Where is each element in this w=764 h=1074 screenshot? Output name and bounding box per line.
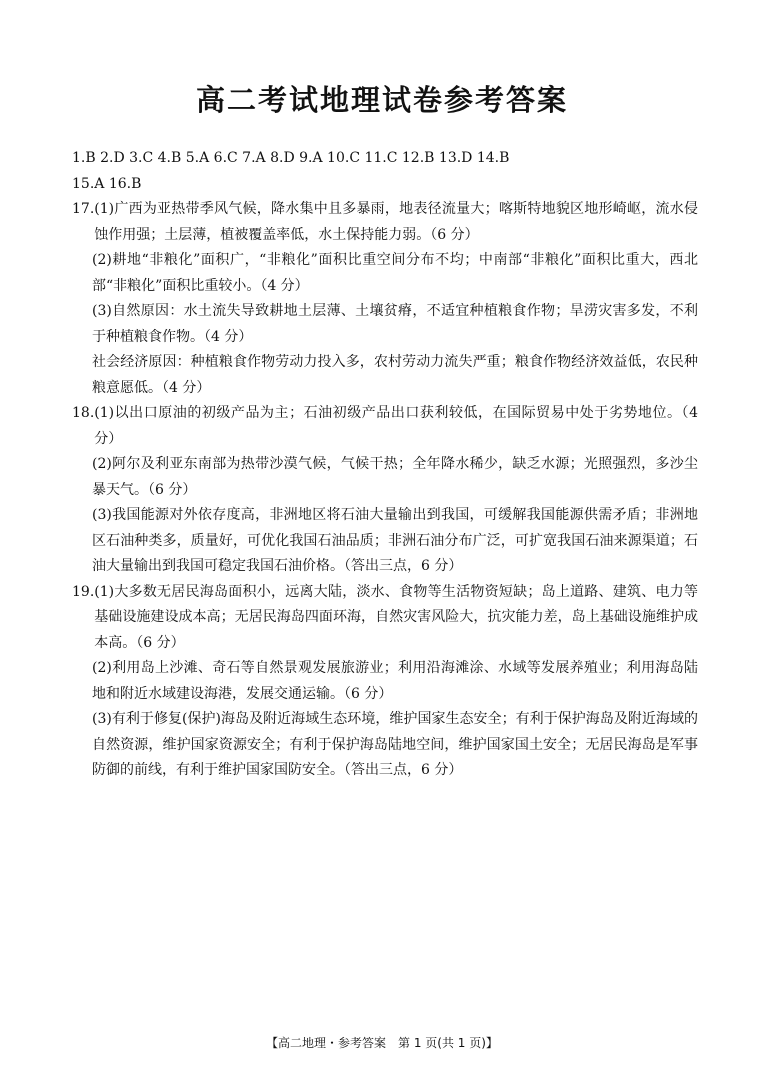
page-title: 高二考试地理试卷参考答案 bbox=[195, 83, 568, 117]
page-footer: 【高二地理・参考答案 第 1 页(共 1 页)】 bbox=[266, 1036, 498, 1050]
question-number: 17. bbox=[72, 201, 95, 217]
question-18-part-2: (2)阿尔及利亚东南部为热带沙漠气候，气候干热；全年降水稀少，缺乏水源；光照强烈，多沙尘暴天气。（6 分） bbox=[92, 456, 698, 498]
question-18-part-3: (3)我国能源对外依存度高，非洲地区将石油大量输出到我国，可缓解我国能源供需矛盾；非洲地区石油种类多，质量好，可优化我国石油品质；非洲石油分布广泛，可扩宽我国石油来源渠道；石油大量输出到我国可稳定我国石油价格。（答出三点，6 分） bbox=[92, 507, 698, 574]
question-number: 18. bbox=[72, 405, 95, 421]
question-18 bbox=[72, 401, 698, 580]
question-19 bbox=[72, 580, 698, 784]
question-19-part-3: (3)有利于修复(保护)海岛及附近海域生态环境，维护国家生态安全；有利于保护海岛及附近海域的自然资源，维护国家资源安全；有利于保护海岛陆地空间，维护国家国土安全；无居民海岛是军事防御的前线，有利于维护国家国防安全。（答出三点，6 分） bbox=[92, 711, 698, 778]
answer-content bbox=[72, 146, 698, 784]
question-17-part-2: (2)耕地“非粮化”面积广，“非粮化”面积比重空间分布不均；中南部“非粮化”面积比重大，西北部“非粮化”面积比重较小。（4 分） bbox=[92, 252, 698, 294]
question-17 bbox=[72, 197, 698, 401]
question-18-part-1: (1)以出口原油的初级产品为主；石油初级产品出口获利较低，在国际贸易中处于劣势地位。（4 分） bbox=[94, 405, 698, 447]
question-17-part-4: 社会经济原因：种植粮食作物劳动力投入多，农村劳动力流失严重；粮食作物经济效益低，农民种粮意愿低。（4 分） bbox=[92, 354, 698, 396]
question-number: 19. bbox=[72, 583, 95, 600]
multiple-choice-answers-line1: 1.B 2.D 3.C 4.B 5.A 6.C 7.A 8.D 9.A 10.C 11.C 12.B 13.D 14.B bbox=[72, 150, 510, 166]
question-17-part-1: (1)广西为亚热带季风气候，降水集中且多暴雨，地表径流量大；喀斯特地貌区地形崎岖，流水侵蚀作用强；土层薄，植被覆盖率低，水土保持能力弱。（6 分） bbox=[94, 201, 698, 243]
question-19-part-1: (1)大多数无居民海岛面积小，远离大陆，淡水、食物等生活物资短缺；岛上道路、建筑、电力等基础设施建设成本高；无居民海岛四面环海，自然灾害风险大，抗灾能力差，岛上基础设施维护成本高。（6 分） bbox=[94, 583, 698, 651]
question-17-part-3: (3)自然原因：水土流失导致耕地土层薄、土壤贫瘠，不适宜种植粮食作物；旱涝灾害多发，不利于种植粮食作物。（4 分） bbox=[92, 303, 698, 345]
multiple-choice-answers-line2: 15.A 16.B bbox=[72, 175, 142, 192]
question-19-part-2: (2)利用岛上沙滩、奇石等自然景观发展旅游业；利用沿海滩涂、水域等发展养殖业；利用海岛陆地和附近水域建设海港，发展交通运输。（6 分） bbox=[92, 660, 698, 702]
